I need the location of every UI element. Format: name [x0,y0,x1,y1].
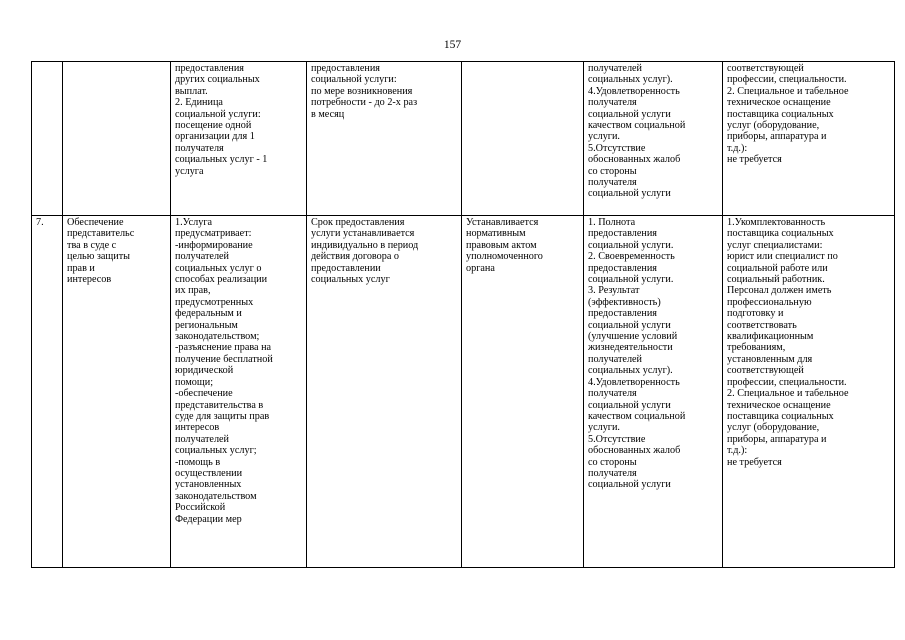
cell-text-line: 5.Отсутствие [588,433,646,445]
conditions-cell [723,216,895,568]
cell-text-line: представительс [67,228,135,240]
cell-text-line: не требуется [727,154,782,166]
cell-text-line: организации для 1 [175,131,255,143]
cell-text-line: -информирование [175,239,253,251]
quality-indicators-cell [584,62,723,216]
cell-text-line: со стороны [588,456,637,468]
cell-text-line: установленных [175,479,242,491]
cell-text-line: приборы, аппаратура и [727,131,827,143]
cell-text-line: 2. Своевременность [588,251,675,263]
cell-text-line: предоставления [588,308,657,320]
cell-text-line: поставщика социальных [727,410,834,422]
cell-text-line: в месяц [311,108,345,120]
cell-text-line: получателей [588,63,643,74]
cell-text-line: 1. Полнота [588,217,636,228]
cell-text-line: социальной услуги: [311,74,397,86]
cell-text-line: -помощь в [175,456,221,468]
cell-text-line: поставщика социальных [727,108,834,120]
cell-text-line: поставщика социальных [727,228,834,240]
cell-text-line: услуги. [588,422,620,434]
cell-text-line: предусматривает: [175,228,252,240]
service-price-cell [462,62,584,216]
cell-text-line: социальной услуги [588,188,671,200]
cell-text-line: суде для защиты прав [175,410,270,422]
cell-text-line: социальных услуг). [588,74,673,86]
cell-text-line: получателя [175,142,224,154]
cell-text-line: профессии, специальности. [727,376,847,388]
cell-text-line: юридической [175,365,234,377]
cell-text-line: т.д.): [727,142,748,154]
cell-text-line: 3. Результат [588,285,640,297]
cell-text-line: подготовку и [727,308,784,320]
cell-text-line: социальных услуг - 1 [175,154,268,166]
cell-text-line: социальных услуг [311,274,390,286]
cell-text-line: помощи; [175,376,214,388]
cell-text-line: получателей [588,353,643,365]
cell-text-line: социальной услуги [588,319,671,331]
cell-text-line: законодательством [175,490,257,502]
row-number: 7. [36,217,44,228]
cell-text-line: Российской [175,502,226,514]
cell-text-line: жизнедеятельности [588,342,673,354]
cell-text-line: 2. Специальное и табельное [727,388,849,400]
cell-text-line: со стороны [588,165,637,177]
cell-text-line: индивидуально в период [311,239,419,251]
cell-text-line: Срок предоставления [311,217,405,228]
cell-text-line: соответствовать [727,319,797,331]
conditions-cell [723,62,895,216]
service-price-cell [462,216,584,568]
quality-indicators-cell [584,216,723,568]
cell-text-line: социальный работник. [727,274,825,286]
cell-text-line: получателей [175,433,230,445]
service-term-cell [307,216,462,568]
cell-text-line: способах реализации [175,274,268,286]
cell-text-line: профессии, специальности. [727,74,847,86]
cell-text-line: Федерации мер [175,513,242,525]
table-row [32,62,895,216]
cell-text-line: социальной услуги [588,479,671,491]
cell-text-line: получателя [588,467,637,479]
cell-text-line: интересов [175,422,220,434]
cell-text-line: предоставления [175,63,244,74]
cell-text-line: Устанавливается [466,217,539,228]
cell-text-line: т.д.): [727,445,748,457]
cell-text-line: получателя [588,97,637,109]
cell-text-line: услуг (оборудование, [727,120,820,132]
cell-text-line: действия договора о [311,251,400,263]
cell-text-line: получателей [175,251,230,263]
cell-text-line: осуществлении [175,467,243,479]
cell-text-line: правовым актом [466,239,537,251]
cell-text-line: посещение одной [175,120,252,132]
cell-text-line: социальной услуги: [175,108,261,120]
cell-text-line: предоставления [588,262,657,274]
cell-text-line: законодательством; [175,331,260,343]
cell-text-line: потребности - до 2-х раз [311,97,418,109]
cell-text-line: социальной услуги. [588,274,674,286]
cell-text-line: предоставления [311,63,380,74]
cell-text-line: предоставления [588,228,657,240]
cell-text-line: не требуется [727,456,782,468]
cell-text-line: установленным для [727,353,813,365]
cell-text-line: прав и [67,262,95,274]
cell-text-line: других социальных [175,74,260,86]
cell-text-line: соответствующей [727,365,804,377]
cell-text-line: Обеспечение [67,217,124,228]
cell-text-line: социальных услуг; [175,445,257,457]
cell-text-line: качеством социальной [588,120,686,132]
cell-text-line: получателя [588,177,637,189]
cell-text-line: представительства в [175,399,264,411]
cell-text-line: социальной услуги. [588,239,674,251]
cell-text-line: социальной работе или [727,262,828,274]
cell-text-line: социальных услуг о [175,262,262,274]
cell-text-line: услуга [175,165,204,177]
row-number-cell [32,62,63,216]
cell-text-line: тва в суде с [67,239,117,251]
cell-text-line: требованиям, [727,342,786,354]
cell-text-line: (улучшение условий [588,331,678,343]
cell-text-line: целью защиты [67,251,131,263]
page-number: 157 [443,39,462,51]
cell-text-line: региональным [175,319,238,331]
cell-text-line: их прав, [175,285,211,297]
cell-text-line: техническое оснащение [727,399,831,411]
cell-text-line: услуг (оборудование, [727,422,820,434]
cell-text-line: -разъяснение права на [175,342,272,354]
cell-text-line: по мере возникновения [311,85,413,97]
cell-text-line: услуги устанавливается [311,228,415,240]
cell-text-line: 4.Удовлетворенность [588,376,680,388]
cell-text-line: федеральным и [175,308,242,320]
service-content-cell [171,62,307,216]
cell-text-line: нормативным [466,228,526,240]
cell-text-line: услуги. [588,131,620,143]
cell-text-line: уполномоченного [466,251,543,263]
cell-text-line: качеством социальной [588,410,686,422]
cell-text-line: социальной услуги [588,399,671,411]
cell-text-line: 4.Удовлетворенность [588,85,680,97]
services-table [31,61,895,568]
table-row [32,216,895,568]
cell-text-line: 2. Единица [175,97,223,109]
cell-text-line: получателя [588,388,637,400]
cell-text-line: услуг специалистами: [727,239,823,251]
cell-text-line: предусмотренных [175,296,254,308]
service-name-cell [63,216,171,568]
cell-text-line: 1.Услуга [175,217,213,228]
cell-text-line: интересов [67,274,112,286]
cell-text-line: обоснованных жалоб [588,154,681,166]
cell-text-line: техническое оснащение [727,97,831,109]
cell-text-line: органа [466,262,495,274]
cell-text-line: квалификационным [727,331,814,343]
cell-text-line: -обеспечение [175,388,233,400]
cell-text-line: 1.Укомплектованность [727,217,826,228]
cell-text-line: 2. Специальное и табельное [727,85,849,97]
cell-text-line: юрист или специалист по [727,251,838,263]
service-content-cell [171,216,307,568]
cell-text-line: социальной услуги [588,108,671,120]
cell-text-line: предоставлении [311,262,381,274]
cell-text-line: получение бесплатной [175,353,273,365]
cell-text-line: Персонал должен иметь [727,285,832,297]
cell-text-line: социальных услуг). [588,365,673,377]
cell-text-line: (эффективность) [588,296,661,308]
service-name-cell [63,62,171,216]
row-number-cell [32,216,63,568]
cell-text-line: соответствующей [727,63,804,74]
cell-text-line: приборы, аппаратура и [727,433,827,445]
cell-text-line: 5.Отсутствие [588,142,646,154]
cell-text-line: выплат. [175,85,208,97]
cell-text-line: профессиональную [727,296,812,308]
cell-text-line: обоснованных жалоб [588,445,681,457]
service-term-cell [307,62,462,216]
